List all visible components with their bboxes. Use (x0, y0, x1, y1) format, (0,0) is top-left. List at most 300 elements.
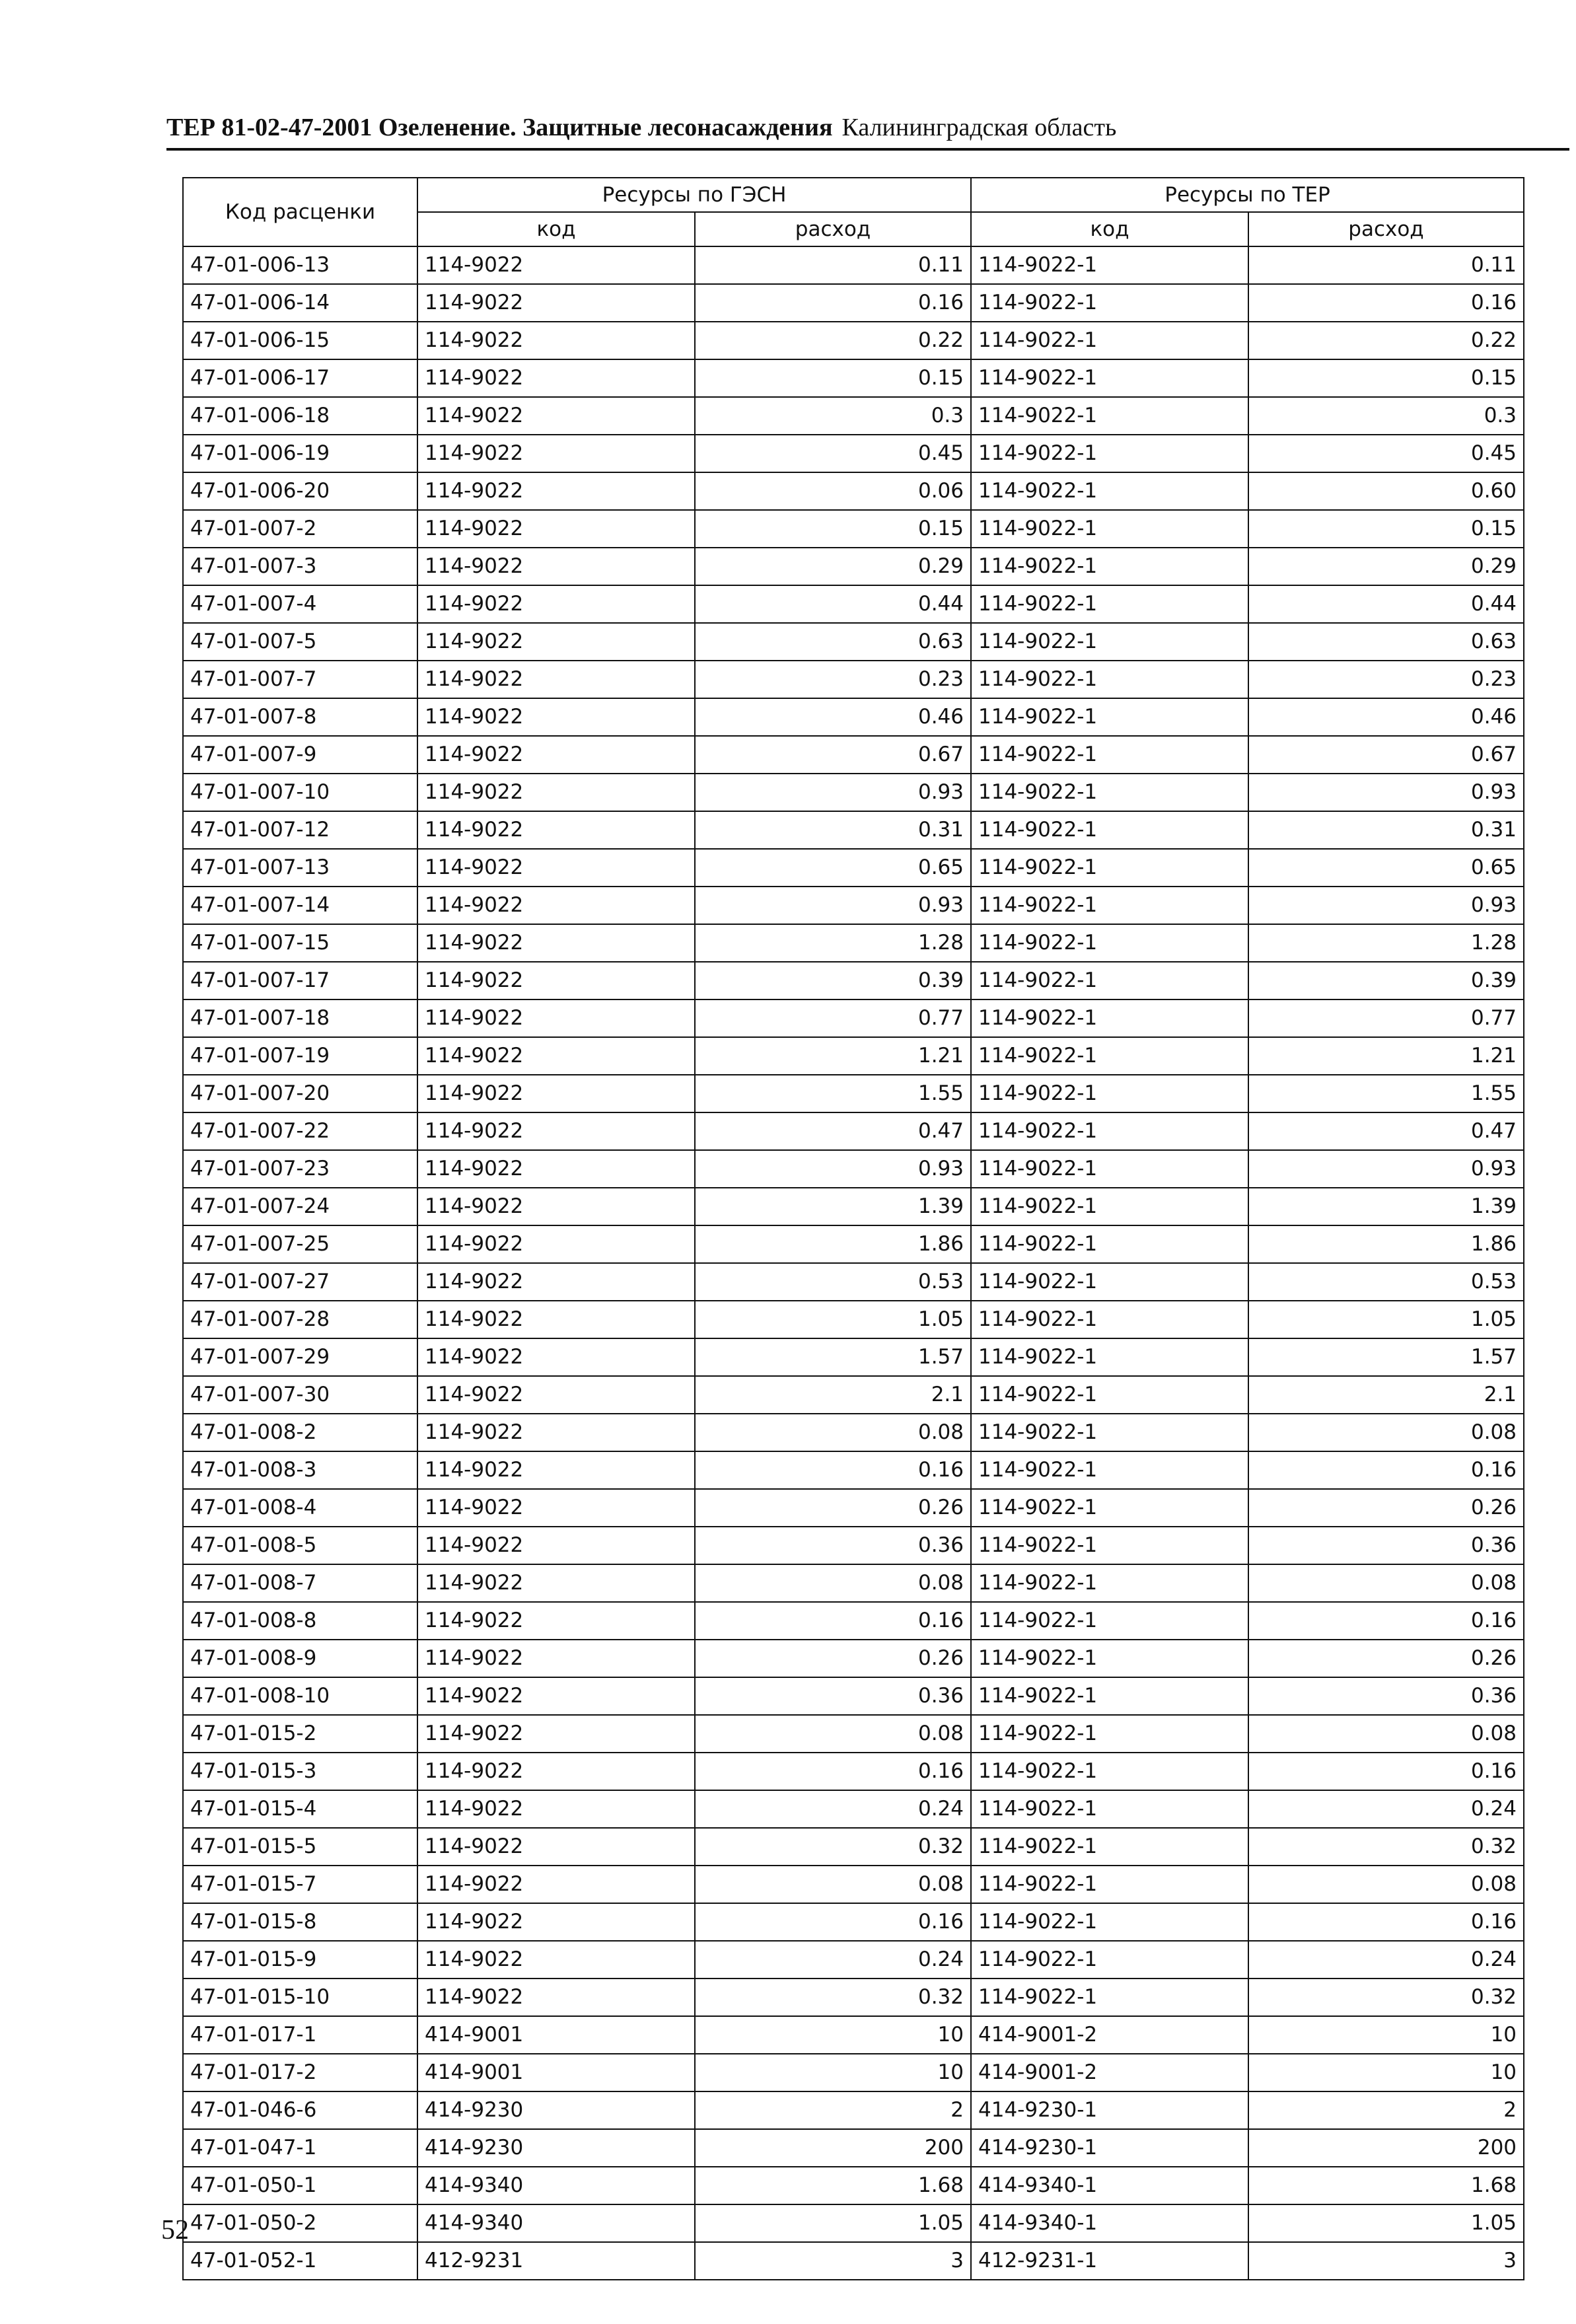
ter-rate-cell: 0.08 (1248, 1866, 1524, 1903)
gesn-code-cell: 114-9022 (417, 736, 695, 774)
gesn-code-cell: 114-9022 (417, 999, 695, 1037)
rate-code-cell: 47-01-015-2 (183, 1715, 417, 1753)
ter-code-cell: 114-9022-1 (971, 1037, 1248, 1075)
ter-rate-cell: 0.93 (1248, 887, 1524, 924)
ter-code-cell: 114-9022-1 (971, 1941, 1248, 1979)
gesn-rate-cell: 0.22 (695, 322, 971, 359)
ter-rate-cell: 1.05 (1248, 1301, 1524, 1338)
ter-code-cell: 114-9022-1 (971, 924, 1248, 962)
ter-rate-cell: 1.86 (1248, 1225, 1524, 1263)
table-row (183, 2242, 1524, 2280)
col-header-ter-code: код (971, 212, 1248, 246)
table-row (183, 1376, 1524, 1414)
gesn-code-cell: 114-9022 (417, 1037, 695, 1075)
gesn-code-cell: 114-9022 (417, 962, 695, 999)
ter-rate-cell: 0.15 (1248, 510, 1524, 548)
ter-code-cell: 414-9230-1 (971, 2129, 1248, 2167)
gesn-code-cell: 114-9022 (417, 924, 695, 962)
table-row (183, 1414, 1524, 1451)
ter-code-cell: 114-9022-1 (971, 1640, 1248, 1677)
table-body (183, 246, 1524, 2280)
ter-rate-cell: 0.26 (1248, 1640, 1524, 1677)
ter-rate-cell: 0.53 (1248, 1263, 1524, 1301)
gesn-rate-cell: 1.28 (695, 924, 971, 962)
rate-code-cell: 47-01-008-9 (183, 1640, 417, 1677)
table-row (183, 2167, 1524, 2204)
ter-code-cell: 114-9022-1 (971, 999, 1248, 1037)
gesn-code-cell: 114-9022 (417, 322, 695, 359)
table-row (183, 736, 1524, 774)
ter-code-cell: 412-9231-1 (971, 2242, 1248, 2280)
table-row (183, 1527, 1524, 1564)
gesn-code-cell: 114-9022 (417, 1301, 695, 1338)
gesn-code-cell: 114-9022 (417, 284, 695, 322)
gesn-rate-cell: 1.57 (695, 1338, 971, 1376)
gesn-code-cell: 114-9022 (417, 811, 695, 849)
ter-code-cell: 114-9022-1 (971, 1979, 1248, 2016)
gesn-code-cell: 414-9340 (417, 2167, 695, 2204)
table-row (183, 2204, 1524, 2242)
ter-rate-cell: 0.08 (1248, 1414, 1524, 1451)
rate-code-cell: 47-01-007-2 (183, 510, 417, 548)
ter-rate-cell: 2.1 (1248, 1376, 1524, 1414)
gesn-code-cell: 114-9022 (417, 623, 695, 661)
gesn-rate-cell: 0.08 (695, 1414, 971, 1451)
resources-table (182, 177, 1524, 2280)
gesn-rate-cell: 0.24 (695, 1941, 971, 1979)
ter-rate-cell: 0.22 (1248, 322, 1524, 359)
rate-code-cell: 47-01-050-2 (183, 2204, 417, 2242)
ter-rate-cell: 0.16 (1248, 1602, 1524, 1640)
table-row (183, 1753, 1524, 1790)
col-header-gesn-group: Ресурсы по ГЭСН (417, 178, 971, 212)
ter-code-cell: 114-9022-1 (971, 246, 1248, 284)
table-row (183, 774, 1524, 811)
gesn-rate-cell: 10 (695, 2016, 971, 2054)
ter-rate-cell: 0.24 (1248, 1790, 1524, 1828)
ter-rate-cell: 0.93 (1248, 1150, 1524, 1188)
ter-rate-cell: 0.16 (1248, 284, 1524, 322)
gesn-rate-cell: 0.23 (695, 661, 971, 698)
table-row (183, 1338, 1524, 1376)
table-row (183, 1188, 1524, 1225)
gesn-code-cell: 114-9022 (417, 1640, 695, 1677)
gesn-rate-cell: 0.11 (695, 246, 971, 284)
ter-code-cell: 114-9022-1 (971, 1489, 1248, 1527)
gesn-rate-cell: 0.44 (695, 585, 971, 623)
table-row (183, 1602, 1524, 1640)
gesn-code-cell: 414-9340 (417, 2204, 695, 2242)
rate-code-cell: 47-01-015-3 (183, 1753, 417, 1790)
table-row (183, 1866, 1524, 1903)
ter-code-cell: 114-9022-1 (971, 1376, 1248, 1414)
rate-code-cell: 47-01-046-6 (183, 2091, 417, 2129)
col-header-gesn-rate: расход (695, 212, 971, 246)
gesn-rate-cell: 0.53 (695, 1263, 971, 1301)
col-header-ter-group: Ресурсы по ТЕР (971, 178, 1524, 212)
table-row (183, 1489, 1524, 1527)
ter-code-cell: 114-9022-1 (971, 1075, 1248, 1112)
gesn-code-cell: 114-9022 (417, 698, 695, 736)
ter-rate-cell: 0.16 (1248, 1451, 1524, 1489)
rate-code-cell: 47-01-015-4 (183, 1790, 417, 1828)
ter-rate-cell: 0.39 (1248, 962, 1524, 999)
rate-code-cell: 47-01-007-24 (183, 1188, 417, 1225)
gesn-code-cell: 114-9022 (417, 849, 695, 887)
gesn-rate-cell: 0.93 (695, 1150, 971, 1188)
gesn-code-cell: 114-9022 (417, 246, 695, 284)
gesn-rate-cell: 0.67 (695, 736, 971, 774)
ter-rate-cell: 10 (1248, 2054, 1524, 2091)
gesn-rate-cell: 1.05 (695, 1301, 971, 1338)
ter-rate-cell: 0.36 (1248, 1527, 1524, 1564)
ter-code-cell: 114-9022-1 (971, 1790, 1248, 1828)
gesn-rate-cell: 0.36 (695, 1677, 971, 1715)
ter-rate-cell: 0.45 (1248, 435, 1524, 472)
rate-code-cell: 47-01-007-15 (183, 924, 417, 962)
ter-rate-cell: 0.36 (1248, 1677, 1524, 1715)
table-row (183, 1075, 1524, 1112)
rate-code-cell: 47-01-007-27 (183, 1263, 417, 1301)
rate-code-cell: 47-01-015-10 (183, 1979, 417, 2016)
ter-code-cell: 114-9022-1 (971, 284, 1248, 322)
gesn-code-cell: 114-9022 (417, 1790, 695, 1828)
ter-code-cell: 114-9022-1 (971, 359, 1248, 397)
ter-code-cell: 414-9001-2 (971, 2016, 1248, 2054)
table-row (183, 246, 1524, 284)
ter-rate-cell: 1.05 (1248, 2204, 1524, 2242)
gesn-rate-cell: 0.08 (695, 1564, 971, 1602)
gesn-code-cell: 414-9230 (417, 2091, 695, 2129)
gesn-rate-cell: 0.16 (695, 1602, 971, 1640)
table-row (183, 962, 1524, 999)
gesn-rate-cell: 0.08 (695, 1715, 971, 1753)
gesn-code-cell: 114-9022 (417, 1979, 695, 2016)
gesn-rate-cell: 0.15 (695, 359, 971, 397)
table-row (183, 359, 1524, 397)
ter-code-cell: 114-9022-1 (971, 1150, 1248, 1188)
gesn-code-cell: 114-9022 (417, 397, 695, 435)
table-row (183, 322, 1524, 359)
ter-code-cell: 114-9022-1 (971, 1414, 1248, 1451)
table-row (183, 698, 1524, 736)
ter-code-cell: 114-9022-1 (971, 849, 1248, 887)
gesn-code-cell: 114-9022 (417, 1338, 695, 1376)
gesn-code-cell: 114-9022 (417, 1753, 695, 1790)
ter-rate-cell: 1.28 (1248, 924, 1524, 962)
table-row (183, 510, 1524, 548)
ter-code-cell: 114-9022-1 (971, 1301, 1248, 1338)
gesn-rate-cell: 0.24 (695, 1790, 971, 1828)
rate-code-cell: 47-01-007-22 (183, 1112, 417, 1150)
ter-rate-cell: 0.16 (1248, 1753, 1524, 1790)
gesn-code-cell: 114-9022 (417, 585, 695, 623)
table-row (183, 1941, 1524, 1979)
table-row (183, 1640, 1524, 1677)
gesn-code-cell: 414-9001 (417, 2016, 695, 2054)
gesn-code-cell: 114-9022 (417, 548, 695, 585)
gesn-code-cell: 114-9022 (417, 1828, 695, 1866)
table-row (183, 548, 1524, 585)
gesn-code-cell: 114-9022 (417, 1715, 695, 1753)
rate-code-cell: 47-01-006-19 (183, 435, 417, 472)
ter-code-cell: 414-9340-1 (971, 2204, 1248, 2242)
ter-rate-cell: 0.60 (1248, 472, 1524, 510)
gesn-rate-cell: 0.39 (695, 962, 971, 999)
ter-rate-cell: 0.65 (1248, 849, 1524, 887)
ter-code-cell: 114-9022-1 (971, 1677, 1248, 1715)
gesn-rate-cell: 1.05 (695, 2204, 971, 2242)
gesn-code-cell: 114-9022 (417, 661, 695, 698)
ter-code-cell: 114-9022-1 (971, 1451, 1248, 1489)
rate-code-cell: 47-01-015-8 (183, 1903, 417, 1941)
gesn-rate-cell: 0.16 (695, 1753, 971, 1790)
table-row (183, 1828, 1524, 1866)
rate-code-cell: 47-01-008-4 (183, 1489, 417, 1527)
ter-rate-cell: 0.47 (1248, 1112, 1524, 1150)
table-row (183, 2054, 1524, 2091)
ter-code-cell: 114-9022-1 (971, 1866, 1248, 1903)
rate-code-cell: 47-01-015-7 (183, 1866, 417, 1903)
ter-rate-cell: 0.31 (1248, 811, 1524, 849)
gesn-code-cell: 114-9022 (417, 1414, 695, 1451)
gesn-rate-cell: 0.32 (695, 1979, 971, 2016)
table-row (183, 623, 1524, 661)
ter-rate-cell: 0.08 (1248, 1715, 1524, 1753)
gesn-code-cell: 414-9230 (417, 2129, 695, 2167)
gesn-rate-cell: 2 (695, 2091, 971, 2129)
ter-code-cell: 114-9022-1 (971, 774, 1248, 811)
rate-code-cell: 47-01-007-17 (183, 962, 417, 999)
ter-rate-cell: 1.39 (1248, 1188, 1524, 1225)
rate-code-cell: 47-01-017-1 (183, 2016, 417, 2054)
gesn-rate-cell: 0.36 (695, 1527, 971, 1564)
table-row (183, 1037, 1524, 1075)
ter-rate-cell: 0.67 (1248, 736, 1524, 774)
rate-code-cell: 47-01-015-9 (183, 1941, 417, 1979)
gesn-code-cell: 114-9022 (417, 1866, 695, 1903)
rate-code-cell: 47-01-007-19 (183, 1037, 417, 1075)
table-row (183, 1451, 1524, 1489)
ter-code-cell: 114-9022-1 (971, 1753, 1248, 1790)
table-row (183, 1903, 1524, 1941)
ter-rate-cell: 0.63 (1248, 623, 1524, 661)
ter-rate-cell: 0.15 (1248, 359, 1524, 397)
gesn-rate-cell: 0.32 (695, 1828, 971, 1866)
ter-code-cell: 114-9022-1 (971, 1602, 1248, 1640)
gesn-rate-cell: 0.16 (695, 1903, 971, 1941)
rate-code-cell: 47-01-007-8 (183, 698, 417, 736)
table-row (183, 1263, 1524, 1301)
ter-rate-cell: 0.46 (1248, 698, 1524, 736)
ter-rate-cell: 0.32 (1248, 1828, 1524, 1866)
region-label: Калининградская область (842, 114, 1117, 141)
ter-rate-cell: 0.93 (1248, 774, 1524, 811)
rate-code-cell: 47-01-007-20 (183, 1075, 417, 1112)
gesn-code-cell: 114-9022 (417, 1602, 695, 1640)
table-row (183, 2091, 1524, 2129)
ter-rate-cell: 0.29 (1248, 548, 1524, 585)
rate-code-cell: 47-01-007-4 (183, 585, 417, 623)
ter-rate-cell: 1.21 (1248, 1037, 1524, 1075)
ter-rate-cell: 1.68 (1248, 2167, 1524, 2204)
gesn-code-cell: 114-9022 (417, 774, 695, 811)
gesn-code-cell: 114-9022 (417, 359, 695, 397)
rate-code-cell: 47-01-007-12 (183, 811, 417, 849)
page-header (166, 111, 1569, 151)
gesn-rate-cell: 1.68 (695, 2167, 971, 2204)
rate-code-cell: 47-01-008-5 (183, 1527, 417, 1564)
rate-code-cell: 47-01-007-29 (183, 1338, 417, 1376)
ter-rate-cell: 10 (1248, 2016, 1524, 2054)
gesn-rate-cell: 1.21 (695, 1037, 971, 1075)
rate-code-cell: 47-01-006-14 (183, 284, 417, 322)
table-row (183, 1225, 1524, 1263)
ter-code-cell: 414-9340-1 (971, 2167, 1248, 2204)
gesn-rate-cell: 0.16 (695, 1451, 971, 1489)
gesn-rate-cell: 2.1 (695, 1376, 971, 1414)
ter-rate-cell: 200 (1248, 2129, 1524, 2167)
gesn-code-cell: 114-9022 (417, 1075, 695, 1112)
gesn-code-cell: 114-9022 (417, 1527, 695, 1564)
gesn-rate-cell: 0.65 (695, 849, 971, 887)
gesn-rate-cell: 10 (695, 2054, 971, 2091)
ter-rate-cell: 0.23 (1248, 661, 1524, 698)
rate-code-cell: 47-01-050-1 (183, 2167, 417, 2204)
gesn-code-cell: 114-9022 (417, 472, 695, 510)
ter-code-cell: 114-9022-1 (971, 1903, 1248, 1941)
gesn-rate-cell: 0.31 (695, 811, 971, 849)
col-header-ter-rate: расход (1248, 212, 1524, 246)
gesn-code-cell: 114-9022 (417, 1150, 695, 1188)
ter-code-cell: 114-9022-1 (971, 661, 1248, 698)
table-row (183, 397, 1524, 435)
ter-rate-cell: 0.08 (1248, 1564, 1524, 1602)
ter-code-cell: 114-9022-1 (971, 1828, 1248, 1866)
gesn-rate-cell: 0.47 (695, 1112, 971, 1150)
gesn-rate-cell: 0.3 (695, 397, 971, 435)
rate-code-cell: 47-01-008-10 (183, 1677, 417, 1715)
table-row (183, 849, 1524, 887)
rate-code-cell: 47-01-007-28 (183, 1301, 417, 1338)
ter-rate-cell: 1.55 (1248, 1075, 1524, 1112)
ter-rate-cell: 0.32 (1248, 1979, 1524, 2016)
table-row (183, 1715, 1524, 1753)
rate-code-cell: 47-01-006-17 (183, 359, 417, 397)
rate-code-cell: 47-01-007-10 (183, 774, 417, 811)
table-row (183, 1112, 1524, 1150)
ter-code-cell: 114-9022-1 (971, 811, 1248, 849)
gesn-code-cell: 414-9001 (417, 2054, 695, 2091)
gesn-rate-cell: 0.26 (695, 1489, 971, 1527)
gesn-code-cell: 114-9022 (417, 1225, 695, 1263)
gesn-code-cell: 412-9231 (417, 2242, 695, 2280)
rate-code-cell: 47-01-052-1 (183, 2242, 417, 2280)
rate-code-cell: 47-01-007-5 (183, 623, 417, 661)
table-row (183, 472, 1524, 510)
rate-code-cell: 47-01-047-1 (183, 2129, 417, 2167)
ter-code-cell: 114-9022-1 (971, 322, 1248, 359)
ter-code-cell: 114-9022-1 (971, 585, 1248, 623)
ter-rate-cell: 0.24 (1248, 1941, 1524, 1979)
gesn-code-cell: 114-9022 (417, 435, 695, 472)
ter-code-cell: 114-9022-1 (971, 623, 1248, 661)
table-row (183, 1301, 1524, 1338)
ter-rate-cell: 0.77 (1248, 999, 1524, 1037)
rate-code-cell: 47-01-007-9 (183, 736, 417, 774)
rate-code-cell: 47-01-007-18 (183, 999, 417, 1037)
page-number: 52 (161, 2215, 189, 2245)
rate-code-cell: 47-01-008-7 (183, 1564, 417, 1602)
ter-code-cell: 414-9230-1 (971, 2091, 1248, 2129)
ter-code-cell: 114-9022-1 (971, 548, 1248, 585)
ter-code-cell: 114-9022-1 (971, 1338, 1248, 1376)
table-row (183, 661, 1524, 698)
rate-code-cell: 47-01-008-2 (183, 1414, 417, 1451)
ter-code-cell: 114-9022-1 (971, 510, 1248, 548)
gesn-code-cell: 114-9022 (417, 1489, 695, 1527)
gesn-rate-cell: 0.26 (695, 1640, 971, 1677)
table-row (183, 924, 1524, 962)
gesn-code-cell: 114-9022 (417, 1941, 695, 1979)
gesn-rate-cell: 0.77 (695, 999, 971, 1037)
table-row (183, 435, 1524, 472)
table-row (183, 1564, 1524, 1602)
gesn-code-cell: 114-9022 (417, 1188, 695, 1225)
rate-code-cell: 47-01-007-7 (183, 661, 417, 698)
rate-code-cell: 47-01-007-13 (183, 849, 417, 887)
gesn-rate-cell: 0.08 (695, 1866, 971, 1903)
rate-code-cell: 47-01-008-8 (183, 1602, 417, 1640)
ter-code-cell: 114-9022-1 (971, 736, 1248, 774)
table-row (183, 1790, 1524, 1828)
gesn-rate-cell: 0.45 (695, 435, 971, 472)
gesn-code-cell: 114-9022 (417, 510, 695, 548)
gesn-code-cell: 114-9022 (417, 1451, 695, 1489)
table-row (183, 2016, 1524, 2054)
ter-code-cell: 114-9022-1 (971, 1564, 1248, 1602)
gesn-rate-cell: 0.93 (695, 774, 971, 811)
ter-rate-cell: 0.3 (1248, 397, 1524, 435)
table-header (183, 178, 1524, 246)
gesn-rate-cell: 3 (695, 2242, 971, 2280)
table-row (183, 284, 1524, 322)
ter-code-cell: 114-9022-1 (971, 1527, 1248, 1564)
rate-code-cell: 47-01-007-25 (183, 1225, 417, 1263)
ter-rate-cell: 3 (1248, 2242, 1524, 2280)
ter-code-cell: 114-9022-1 (971, 698, 1248, 736)
ter-code-cell: 114-9022-1 (971, 887, 1248, 924)
rate-code-cell: 47-01-006-20 (183, 472, 417, 510)
gesn-rate-cell: 0.63 (695, 623, 971, 661)
table-row (183, 1677, 1524, 1715)
gesn-rate-cell: 0.06 (695, 472, 971, 510)
gesn-code-cell: 114-9022 (417, 1903, 695, 1941)
rate-code-cell: 47-01-008-3 (183, 1451, 417, 1489)
gesn-rate-cell: 1.55 (695, 1075, 971, 1112)
ter-code-cell: 114-9022-1 (971, 397, 1248, 435)
rate-code-cell: 47-01-006-18 (183, 397, 417, 435)
gesn-rate-cell: 200 (695, 2129, 971, 2167)
rate-code-cell: 47-01-006-15 (183, 322, 417, 359)
ter-code-cell: 114-9022-1 (971, 1225, 1248, 1263)
col-header-rate-code: Код расценки (183, 178, 417, 246)
gesn-rate-cell: 0.15 (695, 510, 971, 548)
ter-rate-cell: 0.26 (1248, 1489, 1524, 1527)
table-row (183, 811, 1524, 849)
gesn-rate-cell: 0.16 (695, 284, 971, 322)
ter-rate-cell: 0.44 (1248, 585, 1524, 623)
